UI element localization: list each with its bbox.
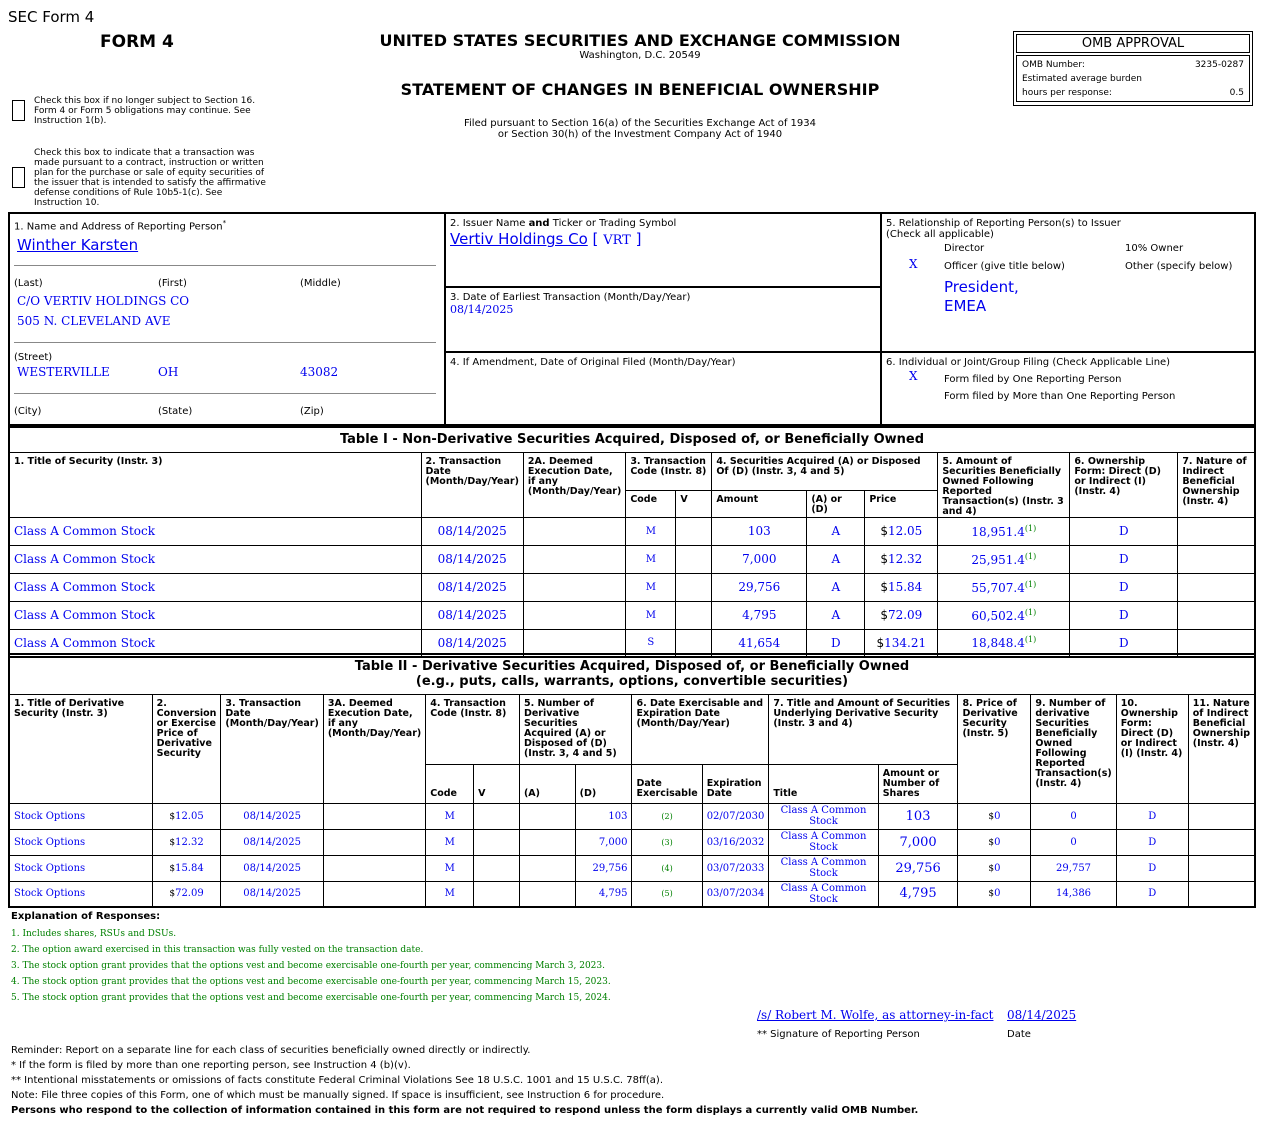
t2-deemed-date bbox=[323, 855, 425, 881]
t1-transaction-date: 08/14/2025 bbox=[421, 629, 523, 657]
t1-price: 15.84 bbox=[887, 580, 923, 594]
t2-ownership-form: D bbox=[1116, 881, 1188, 907]
issuer-label-pre: 2. Issuer Name bbox=[450, 218, 529, 229]
t2-code: M bbox=[426, 829, 474, 855]
t1-owned-cell bbox=[938, 545, 1070, 573]
director-label: Director bbox=[944, 243, 985, 254]
t1-sub-aord: (A) or (D) bbox=[807, 490, 865, 517]
footer-notes bbox=[11, 1043, 918, 1118]
table-i-non-derivative bbox=[8, 426, 1256, 658]
footer-omb-notice: Persons who respond to the collection of information contained in this form are not required to respond unless the form displays a currently valid OMB Number. bbox=[11, 1105, 919, 1116]
t1-nature bbox=[1178, 545, 1255, 573]
check1-text: Check this box if no longer subject to Section 16. Form 4 or Form 5 obligations may continue. See Instruction 1(b). bbox=[34, 96, 256, 126]
t2-exercise-price: 15.84 bbox=[175, 862, 204, 874]
t2-currency: $ bbox=[169, 811, 176, 822]
footnote-3: 3. The stock option grant provides that the options vest and become exercisable one-fourth per year, commencing March 3, 2023. bbox=[11, 961, 605, 971]
reporter-label: 1. Name and Address of Reporting Person bbox=[14, 221, 223, 233]
t1-amount: 103 bbox=[712, 517, 807, 545]
street-label: (Street) bbox=[14, 352, 53, 363]
t1-transaction-date: 08/14/2025 bbox=[421, 517, 523, 545]
footer-multiple: * If the form is filed by more than one reporting person, see Instruction 4 (b)(v). bbox=[11, 1060, 411, 1071]
t2-col-owned: 9. Number of derivative Securities Beneficially Owned Following Reported Transaction(s) (Instr. 4) bbox=[1031, 694, 1116, 803]
officer-title-2: EMEA bbox=[944, 297, 987, 315]
t1-currency: $ bbox=[880, 524, 888, 538]
footer-misstatements: ** Intentional misstatements or omissions of facts constitute Federal Criminal Violations See 18 U.S.C. 1001 and 15 U.S.C. 78ff(a). bbox=[11, 1075, 664, 1086]
t1-owned-cell bbox=[938, 601, 1070, 629]
t1-code: S bbox=[626, 629, 676, 657]
t1-security-title: Class A Common Stock bbox=[9, 545, 421, 573]
t2-transaction-date: 08/14/2025 bbox=[221, 855, 323, 881]
t2-ownership-form: D bbox=[1116, 803, 1188, 829]
t2-owned: 0 bbox=[1031, 829, 1116, 855]
t2-derivative-price-cell bbox=[958, 803, 1031, 829]
first-label: (First) bbox=[158, 278, 187, 289]
statement-title: STATEMENT OF CHANGES IN BENEFICIAL OWNERSHIP bbox=[400, 80, 880, 99]
t2-col-deemed: 3A. Deemed Execution Date, if any (Month/Day/Year) bbox=[323, 694, 425, 803]
t1-v bbox=[676, 545, 712, 573]
t2-date-exercisable: (4) bbox=[632, 855, 702, 881]
table-ii-derivative bbox=[8, 653, 1256, 908]
t1-ownership-form: D bbox=[1070, 545, 1178, 573]
t2-code: M bbox=[426, 855, 474, 881]
t2-v bbox=[474, 881, 520, 907]
t2-derivative-price: 0 bbox=[994, 888, 1001, 900]
check2-text: Check this box to indicate that a transaction was made pursuant to a contract, instruction or written plan for the purchase or sale of equity securities of the issuer that is intended to satisfy the affirmative defense conditions of Rule 10b5-1(c). See Instruction 10. bbox=[34, 148, 266, 208]
explanation-title: Explanation of Responses: bbox=[11, 911, 161, 922]
t2-derivative-price: 0 bbox=[994, 836, 1001, 848]
t2-col-title: 1. Title of Derivative Security (Instr. 3) bbox=[9, 694, 152, 803]
t1-price: 12.05 bbox=[887, 524, 923, 538]
t2-sub-exp: Expiration Date bbox=[702, 764, 769, 803]
t1-currency: $ bbox=[880, 608, 888, 622]
omb-title: OMB APPROVAL bbox=[1016, 34, 1250, 53]
t2-ownership-form: D bbox=[1116, 829, 1188, 855]
state-label: (State) bbox=[158, 406, 193, 417]
t1-ownership-form: D bbox=[1070, 629, 1178, 657]
t2-expiration-date: 03/16/2032 bbox=[702, 829, 769, 855]
t2-exercise-price: 72.09 bbox=[175, 888, 204, 900]
city-value: WESTERVILLE bbox=[17, 365, 110, 379]
t1-security-title: Class A Common Stock bbox=[9, 573, 421, 601]
t1-currency: $ bbox=[876, 635, 885, 650]
t2-date-exercisable: (5) bbox=[632, 881, 702, 907]
t1-deemed-date bbox=[523, 573, 625, 601]
signature-date: 08/14/2025 bbox=[1007, 1008, 1077, 1022]
footer-reminder: Reminder: Report on a separate line for each class of securities beneficially owned directly or indirectly. bbox=[11, 1045, 531, 1056]
earliest-date-label: 3. Date of Earliest Transaction (Month/Day/Year) bbox=[450, 292, 691, 303]
t2-col-underlying: 7. Title and Amount of Securities Underlying Derivative Security (Instr. 3 and 4) bbox=[769, 694, 958, 764]
issuer-label-post: Ticker or Trading Symbol bbox=[549, 218, 677, 229]
t1-sub-v: V bbox=[676, 490, 712, 517]
t2-col-number: 5. Number of Derivative Securities Acquired (A) or Disposed of (D) (Instr. 3, 4 and 5) bbox=[519, 694, 632, 764]
t1-price-cell bbox=[865, 545, 938, 573]
t1-footnote-ref: (1) bbox=[1024, 579, 1037, 589]
t1-amount: 41,654 bbox=[712, 629, 807, 657]
t2-owned: 0 bbox=[1031, 803, 1116, 829]
t2-col-nature: 11. Nature of Indirect Beneficial Ownership (Instr. 4) bbox=[1188, 694, 1255, 803]
t1-v bbox=[676, 573, 712, 601]
t2-v bbox=[474, 855, 520, 881]
other-label: Other (specify below) bbox=[1125, 261, 1233, 272]
t1-price: 12.32 bbox=[887, 552, 923, 566]
t1-code: M bbox=[626, 545, 676, 573]
t1-ownership-form: D bbox=[1070, 573, 1178, 601]
footnote-4: 4. The stock option grant provides that the options vest and become exercisable one-fourth per year, commencing March 15, 2023. bbox=[11, 977, 611, 987]
t2-transaction-date: 08/14/2025 bbox=[221, 881, 323, 907]
filing-more-label: Form filed by More than One Reporting Person bbox=[944, 391, 1176, 402]
t2-col-conversion: 2. Conversion or Exercise Price of Derivative Security bbox=[152, 694, 221, 803]
t2-derivative-price: 0 bbox=[994, 862, 1001, 874]
t1-sub-code: Code bbox=[626, 490, 676, 517]
city-label: (City) bbox=[14, 406, 42, 417]
t1-transaction-date: 08/14/2025 bbox=[421, 601, 523, 629]
checkbox-10b5-1[interactable] bbox=[12, 167, 25, 191]
t1-deemed-date bbox=[523, 601, 625, 629]
table-row bbox=[9, 803, 1255, 829]
t1-ownership-form: D bbox=[1070, 601, 1178, 629]
t1-transaction-date: 08/14/2025 bbox=[421, 573, 523, 601]
t1-ownership-form: D bbox=[1070, 517, 1178, 545]
t1-owned: 25,951.4 bbox=[971, 552, 1025, 567]
t1-security-title: Class A Common Stock bbox=[9, 629, 421, 657]
t2-acquired bbox=[519, 829, 575, 855]
t2-price-cell bbox=[152, 803, 221, 829]
address-line-2: 505 N. CLEVELAND AVE bbox=[17, 314, 171, 328]
t2-deemed-date bbox=[323, 829, 425, 855]
address-line-1: C/O VERTIV HOLDINGS CO bbox=[17, 294, 190, 308]
t1-v bbox=[676, 517, 712, 545]
t1-sub-price: Price bbox=[865, 490, 938, 517]
t2-currency: $ bbox=[169, 889, 176, 900]
t2-underlying-title: Class A Common Stock bbox=[769, 881, 878, 907]
t2-derivative-price: 0 bbox=[994, 810, 1001, 822]
t1-owned: 18,848.4 bbox=[971, 636, 1025, 651]
t1-col-form: 6. Ownership Form: Direct (D) or Indirect (I) (Instr. 4) bbox=[1070, 452, 1178, 517]
t2-col-price: 8. Price of Derivative Security (Instr. 5) bbox=[958, 694, 1031, 803]
state-value: OH bbox=[158, 365, 179, 379]
t1-currency: $ bbox=[880, 580, 888, 594]
t2-currency: $ bbox=[988, 889, 995, 900]
t2-expiration-date: 03/07/2034 bbox=[702, 881, 769, 907]
last-label: (Last) bbox=[14, 278, 43, 289]
t2-underlying-title: Class A Common Stock bbox=[769, 803, 878, 829]
t1-owned: 60,502.4 bbox=[971, 608, 1025, 623]
t1-owned-cell bbox=[938, 517, 1070, 545]
t2-derivative-price-cell bbox=[958, 881, 1031, 907]
t1-nature bbox=[1178, 517, 1255, 545]
agency-city: Washington, D.C. 20549 bbox=[579, 50, 701, 61]
t2-disposed: 29,756 bbox=[575, 855, 632, 881]
t1-security-title: Class A Common Stock bbox=[9, 601, 421, 629]
checkbox-no-longer-subject[interactable] bbox=[12, 100, 25, 124]
t2-deemed-date bbox=[323, 803, 425, 829]
t2-transaction-date: 08/14/2025 bbox=[221, 803, 323, 829]
t1-price: 134.21 bbox=[884, 635, 927, 650]
filed-line-1: Filed pursuant to Section 16(a) of the Securities Exchange Act of 1934 bbox=[464, 118, 816, 129]
omb-number-label: OMB Number: bbox=[1022, 60, 1085, 70]
t1-footnote-ref: (1) bbox=[1024, 635, 1037, 645]
t2-acquired bbox=[519, 803, 575, 829]
t1-col-code: 3. Transaction Code (Instr. 8) bbox=[626, 452, 712, 490]
t1-amount: 4,795 bbox=[712, 601, 807, 629]
table-ii-title-1: Table II - Derivative Securities Acquired, Disposed of, or Beneficially Owned bbox=[354, 659, 910, 675]
t2-code: M bbox=[426, 881, 474, 907]
filing-label: 6. Individual or Joint/Group Filing (Check Applicable Line) bbox=[886, 357, 1171, 368]
zip-label: (Zip) bbox=[300, 406, 324, 417]
t2-security-title: Stock Options bbox=[9, 829, 152, 855]
t2-expiration-date: 03/07/2033 bbox=[702, 855, 769, 881]
filed-line-2: or Section 30(h) of the Investment Company Act of 1940 bbox=[497, 129, 783, 140]
t2-underlying-shares: 7,000 bbox=[878, 829, 958, 855]
t1-deemed-date bbox=[523, 517, 625, 545]
t1-col-title: 1. Title of Security (Instr. 3) bbox=[9, 452, 421, 517]
earliest-date-value: 08/14/2025 bbox=[450, 303, 514, 316]
t2-col-exercisable: 6. Date Exercisable and Expiration Date (Month/Day/Year) bbox=[632, 694, 769, 764]
t2-acquired bbox=[519, 881, 575, 907]
agency-title: UNITED STATES SECURITIES AND EXCHANGE COMMISSION bbox=[379, 31, 901, 50]
t2-currency: $ bbox=[169, 837, 176, 848]
explanation-notes bbox=[11, 926, 611, 1006]
amendment-label: 4. If Amendment, Date of Original Filed (Month/Day/Year) bbox=[450, 357, 736, 368]
t2-col-date: 3. Transaction Date (Month/Day/Year) bbox=[221, 694, 323, 803]
table-i-title: Table I - Non-Derivative Securities Acquired, Disposed of, or Beneficially Owned bbox=[9, 427, 1255, 452]
ticker-bracket-close: ] bbox=[635, 230, 642, 248]
t2-exercise-price: 12.05 bbox=[175, 810, 204, 822]
t2-date-exercisable: (3) bbox=[632, 829, 702, 855]
t1-a-or-d: A bbox=[807, 601, 865, 629]
table-row bbox=[9, 517, 1255, 545]
t1-price: 72.09 bbox=[887, 608, 923, 622]
table-row bbox=[9, 881, 1255, 907]
t1-owned: 55,707.4 bbox=[971, 580, 1025, 595]
t2-underlying-title: Class A Common Stock bbox=[769, 829, 878, 855]
t1-v bbox=[676, 601, 712, 629]
t2-sub-code: Code bbox=[426, 764, 474, 803]
footnote-1: 1. Includes shares, RSUs and DSUs. bbox=[11, 929, 177, 939]
table-ii-title-2: (e.g., puts, calls, warrants, options, convertible securities) bbox=[415, 674, 849, 690]
signature-label: ** Signature of Reporting Person bbox=[757, 1029, 920, 1040]
t2-underlying-shares: 4,795 bbox=[878, 881, 958, 907]
t1-owned: 18,951.4 bbox=[971, 524, 1025, 539]
t1-a-or-d: D bbox=[807, 629, 865, 657]
t2-price-cell bbox=[152, 881, 221, 907]
omb-burden-label-2: hours per response: bbox=[1022, 88, 1112, 98]
t1-footnote-ref: (1) bbox=[1024, 607, 1037, 617]
t2-sub-a: (A) bbox=[519, 764, 575, 803]
ten-percent-owner-label: 10% Owner bbox=[1125, 243, 1184, 254]
issuer-name-link[interactable]: Vertiv Holdings Co bbox=[450, 230, 588, 248]
t1-amount: 7,000 bbox=[712, 545, 807, 573]
t2-security-title: Stock Options bbox=[9, 803, 152, 829]
t2-underlying-shares: 103 bbox=[878, 803, 958, 829]
footnote-2: 2. The option award exercised in this transaction was fully vested on the transaction date. bbox=[11, 945, 424, 955]
t1-security-title: Class A Common Stock bbox=[9, 517, 421, 545]
footer-copies: Note: File three copies of this Form, one of which must be manually signed. If space is insufficient, see Instruction 6 for procedure. bbox=[11, 1090, 665, 1101]
date-label: Date bbox=[1007, 1029, 1031, 1040]
filing-check-mark: X bbox=[909, 369, 918, 383]
ticker-symbol: VRT bbox=[603, 233, 631, 248]
t2-underlying-title: Class A Common Stock bbox=[769, 855, 878, 881]
omb-approval-box bbox=[1013, 31, 1253, 106]
t1-code: M bbox=[626, 573, 676, 601]
t2-disposed: 4,795 bbox=[575, 881, 632, 907]
t1-footnote-ref: (1) bbox=[1024, 523, 1037, 533]
t2-security-title: Stock Options bbox=[9, 881, 152, 907]
t2-v bbox=[474, 829, 520, 855]
t2-sub-title: Title bbox=[769, 764, 878, 803]
signature-value: /s/ Robert M. Wolfe, as attorney-in-fact bbox=[757, 1008, 994, 1022]
footnote-5: 5. The stock option grant provides that the options vest and become exercisable one-fourth per year, commencing March 15, 2024. bbox=[11, 993, 611, 1003]
table-row bbox=[9, 573, 1255, 601]
t1-currency: $ bbox=[880, 552, 888, 566]
t2-nature bbox=[1188, 829, 1255, 855]
t2-disposed: 7,000 bbox=[575, 829, 632, 855]
t1-a-or-d: A bbox=[807, 573, 865, 601]
officer-label: Officer (give title below) bbox=[944, 261, 1065, 272]
t2-underlying-shares: 29,756 bbox=[878, 855, 958, 881]
t2-sub-date-ex: Date Exercisable bbox=[632, 764, 702, 803]
t1-col-nature: 7. Nature of Indirect Beneficial Ownership (Instr. 4) bbox=[1178, 452, 1255, 517]
t1-nature bbox=[1178, 601, 1255, 629]
t2-nature bbox=[1188, 881, 1255, 907]
t2-col-form: 10. Ownership Form: Direct (D) or Indirect (I) (Instr. 4) bbox=[1116, 694, 1188, 803]
t1-code: M bbox=[626, 517, 676, 545]
table-row bbox=[9, 829, 1255, 855]
t1-col-date: 2. Transaction Date (Month/Day/Year) bbox=[421, 452, 523, 517]
t1-nature bbox=[1178, 573, 1255, 601]
t2-derivative-price-cell bbox=[958, 829, 1031, 855]
t2-currency: $ bbox=[988, 837, 995, 848]
middle-label: (Middle) bbox=[300, 278, 341, 289]
t1-price-cell bbox=[865, 601, 938, 629]
t1-col-acquired: 4. Securities Acquired (A) or Disposed Of (D) (Instr. 3, 4 and 5) bbox=[712, 452, 938, 490]
officer-check-mark: X bbox=[909, 257, 918, 271]
table-row bbox=[9, 601, 1255, 629]
t1-price-cell bbox=[865, 517, 938, 545]
t1-a-or-d: A bbox=[807, 545, 865, 573]
t1-deemed-date bbox=[523, 545, 625, 573]
omb-burden-label-1: Estimated average burden bbox=[1022, 74, 1142, 84]
form-title: FORM 4 bbox=[100, 32, 174, 52]
t1-owned-cell bbox=[938, 573, 1070, 601]
t2-code: M bbox=[426, 803, 474, 829]
t2-owned: 29,757 bbox=[1031, 855, 1116, 881]
t2-date-exercisable: (2) bbox=[632, 803, 702, 829]
table-row bbox=[9, 545, 1255, 573]
issuer-label-and: and bbox=[528, 218, 550, 229]
t2-derivative-price-cell bbox=[958, 855, 1031, 881]
t2-nature bbox=[1188, 803, 1255, 829]
t2-v bbox=[474, 803, 520, 829]
t2-price-cell bbox=[152, 855, 221, 881]
sec-form-label: SEC Form 4 bbox=[8, 8, 95, 26]
omb-number: 3235-0287 bbox=[1194, 60, 1244, 70]
t1-price-cell bbox=[865, 573, 938, 601]
t2-ownership-form: D bbox=[1116, 855, 1188, 881]
t2-acquired bbox=[519, 855, 575, 881]
t2-transaction-date: 08/14/2025 bbox=[221, 829, 323, 855]
t1-a-or-d: A bbox=[807, 517, 865, 545]
t2-col-code: 4. Transaction Code (Instr. 8) bbox=[426, 694, 520, 764]
t1-col-owned: 5. Amount of Securities Beneficially Owned Following Reported Transaction(s) (Instr. 3 and 4) bbox=[938, 452, 1070, 517]
filing-one-label: Form filed by One Reporting Person bbox=[944, 374, 1122, 385]
t2-currency: $ bbox=[988, 811, 995, 822]
relationship-label-1: 5. Relationship of Reporting Person(s) to Issuer bbox=[886, 218, 1121, 229]
t2-sub-d: (D) bbox=[575, 764, 632, 803]
ticker-bracket-open: [ bbox=[592, 230, 599, 248]
t2-sub-amount: Amount or Number of Shares bbox=[878, 764, 958, 803]
t1-code: M bbox=[626, 601, 676, 629]
t2-security-title: Stock Options bbox=[9, 855, 152, 881]
officer-title-1: President, bbox=[944, 278, 1019, 296]
t2-deemed-date bbox=[323, 881, 425, 907]
t1-amount: 29,756 bbox=[712, 573, 807, 601]
t1-sub-amount: Amount bbox=[712, 490, 807, 517]
table-row bbox=[9, 855, 1255, 881]
t2-currency: $ bbox=[988, 863, 995, 874]
t2-expiration-date: 02/07/2030 bbox=[702, 803, 769, 829]
t1-footnote-ref: (1) bbox=[1024, 551, 1037, 561]
t2-exercise-price: 12.32 bbox=[175, 836, 204, 848]
reporter-star: * bbox=[222, 219, 227, 227]
relationship-label-2: (Check all applicable) bbox=[886, 229, 994, 240]
reporter-name-link[interactable]: Winther Karsten bbox=[17, 236, 139, 254]
t2-sub-v: V bbox=[474, 764, 520, 803]
t2-owned: 14,386 bbox=[1031, 881, 1116, 907]
t2-currency: $ bbox=[169, 863, 176, 874]
t1-col-deemed: 2A. Deemed Execution Date, if any (Month/Day/Year) bbox=[523, 452, 625, 517]
t2-nature bbox=[1188, 855, 1255, 881]
t2-disposed: 103 bbox=[575, 803, 632, 829]
omb-burden: 0.5 bbox=[1229, 88, 1244, 98]
zip-value: 43082 bbox=[300, 365, 339, 379]
t1-transaction-date: 08/14/2025 bbox=[421, 545, 523, 573]
t2-price-cell bbox=[152, 829, 221, 855]
